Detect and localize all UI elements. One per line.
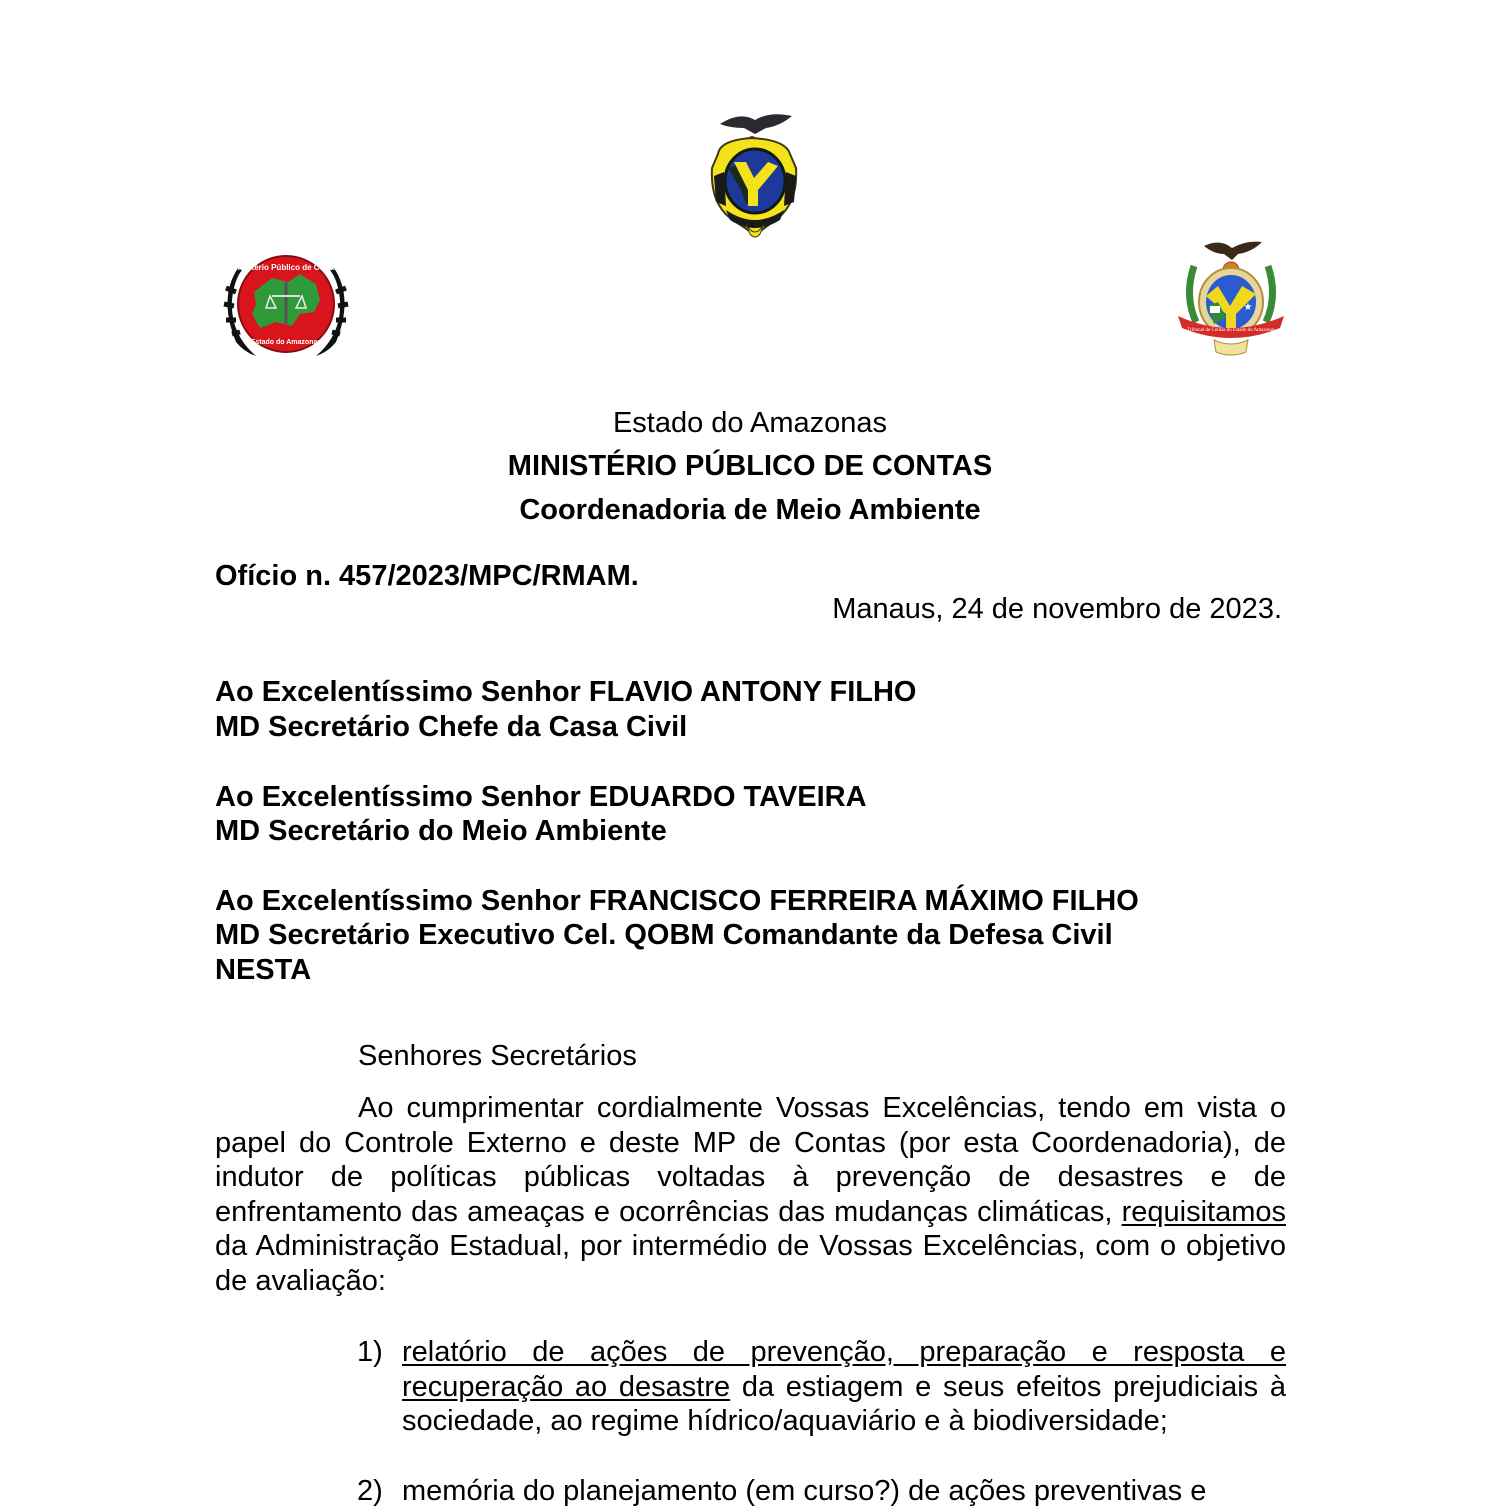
svg-text:Estado do Amazonas: Estado do Amazonas bbox=[250, 339, 322, 346]
recipient-name: Ao Excelentíssimo Senhor FRANCISCO FERREIRA MÁXIMO FILHO bbox=[215, 885, 1139, 917]
state-name: Estado do Amazonas bbox=[612, 407, 888, 439]
emphasized-verb: requisitamos bbox=[1121, 1195, 1286, 1228]
mpc-logo bbox=[216, 248, 356, 360]
mpc-seal-icon bbox=[216, 248, 356, 360]
coat-of-arms-icon bbox=[700, 106, 810, 241]
emphasized-text: relatório de ações de prevenção, preparação e resposta e recuperação ao desastre bbox=[402, 1336, 1286, 1403]
tce-logo bbox=[1174, 236, 1288, 360]
list-item bbox=[357, 1474, 1286, 1509]
recipient-title: MD Secretário Chefe da Casa Civil bbox=[215, 711, 688, 743]
list-text: memória do planejamento (em curso?) de ações preventivas e bbox=[402, 1475, 1207, 1507]
paragraph-text: da Administração Estadual, por intermédio de Vossas Excelências, com o objetivo de avaliação: bbox=[215, 1230, 1286, 1297]
salutation: Senhores Secretários bbox=[358, 1040, 637, 1072]
paragraph-text: Ao cumprimentar cordialmente Vossas Excelências, tendo em vista o papel do Controle Externo e deste MP de Contas (por esta Coordenadoria), de indutor de políticas públicas voltadas à prevenção de desastres e de enfrentamento das ameaças e ocorrências das mudanças climáticas, bbox=[215, 1092, 1286, 1228]
recipient-location: NESTA bbox=[215, 954, 312, 986]
place-date: Manaus, 24 de novembro de 2023. bbox=[832, 593, 1282, 625]
svg-text:Tribunal de Contas do Estado d: Tribunal de Contas do Estado do Amazonas bbox=[1187, 328, 1275, 333]
tce-coat-of-arms-icon bbox=[1174, 236, 1288, 360]
recipient-title: MD Secretário do Meio Ambiente bbox=[215, 815, 667, 847]
list-number: 1) bbox=[357, 1336, 383, 1368]
institution-name: MINISTÉRIO PÚBLICO DE CONTAS bbox=[507, 450, 993, 482]
svg-text:Ministério Público de Contas: Ministério Público de Contas bbox=[231, 263, 341, 272]
list-number: 2) bbox=[357, 1475, 383, 1507]
recipient-title: MD Secretário Executivo Cel. QOBM Comandante da Defesa Civil bbox=[215, 919, 1113, 951]
amazonas-coat-of-arms-logo bbox=[700, 106, 810, 241]
list-text: da estiagem e seus efeitos prejudiciais à sociedade, ao regime hídrico/aquaviário e à biodiversidade; bbox=[402, 1370, 1286, 1437]
svg-text:★: ★ bbox=[1243, 302, 1253, 313]
body-paragraph bbox=[215, 1091, 1286, 1298]
recipient-name: Ao Excelentíssimo Senhor FLAVIO ANTONY FILHO bbox=[215, 676, 917, 708]
recipient-name: Ao Excelentíssimo Senhor EDUARDO TAVEIRA bbox=[215, 781, 867, 813]
document-reference: Ofício n. 457/2023/MPC/RMAM. bbox=[215, 560, 639, 592]
list-item bbox=[357, 1335, 1286, 1439]
department-name: Coordenadoria de Meio Ambiente bbox=[519, 494, 981, 526]
